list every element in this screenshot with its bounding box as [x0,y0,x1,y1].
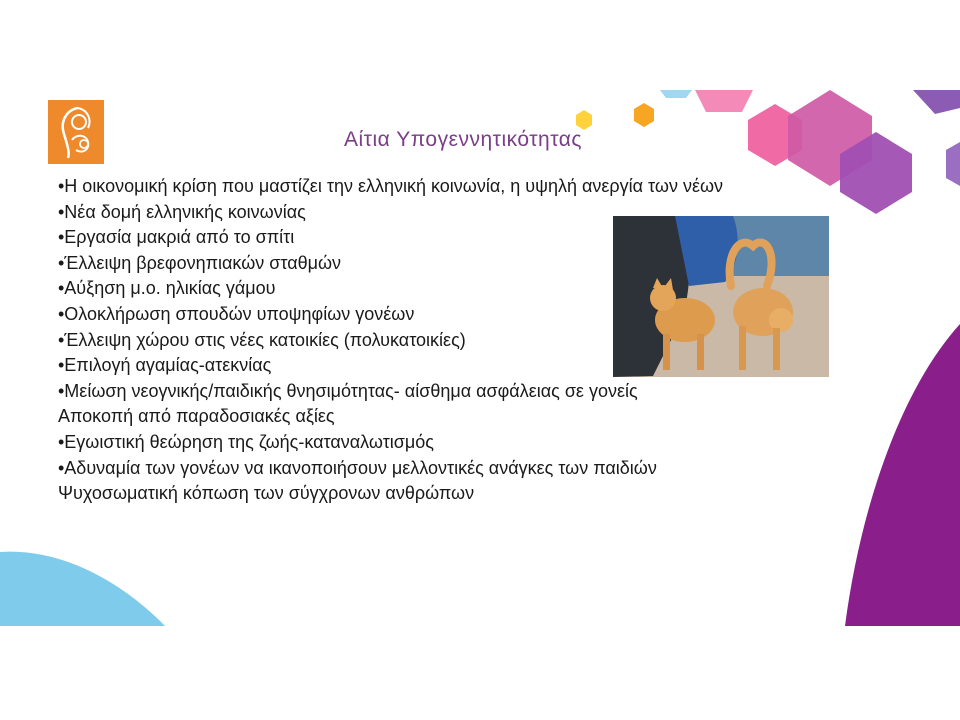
mother-and-child-icon [48,100,104,164]
list-item: •Έλλειψη χώρου στις νέες κατοικίες (πολυκατοικίες) [58,329,466,350]
list-item: Αποκοπή από παραδοσιακές αξίες [58,406,335,427]
two-cats-heart-tails-photo [613,216,829,377]
logo-mother-child-icon [48,100,104,164]
list-item: •Η οικονομική κρίση που μαστίζει την ελληνική κοινωνία, η υψηλή ανεργία των νέων [58,176,724,196]
list-item: •Μείωση νεογνικής/παιδικής θνησιμότητας- αίσθημα ασφάλειας σε γονείς [58,380,638,401]
hexagon-pink-top [695,90,753,112]
purple-swoosh [845,324,960,626]
slide [0,90,960,626]
list-item: •Επιλογή αγαμίας-ατεκνίας [58,355,272,376]
hexagon-violet-edge [946,142,960,186]
light-blue-blob [0,552,165,626]
slide-title: Αίτια Υπογεννητικότητας [344,128,582,151]
list-item: •Εγωιστική θεώρηση της ζωής-καταναλωτισμός [58,431,434,452]
list-item: •Αύξηση μ.ο. ηλικίας γάμου [58,278,276,299]
hexagon-violet-top [913,90,960,114]
hexagon-light-blue [660,90,692,98]
list-item: •Νέα δομή ελληνικής κοινωνίας [58,201,306,222]
list-item: •Ολοκλήρωση σπουδών υποψηφίων γονέων [58,303,415,324]
list-item: •Αδυναμία των γονέων να ικανοποιήσουν μελλοντικές ανάγκες των παιδιών [58,457,657,478]
hexagon-yellow [576,110,592,130]
hexagon-orange [634,103,654,127]
cats-photo [613,216,829,377]
list-item: Ψυχοσωματική κόπωση των σύγχρονων ανθρώπων [58,483,475,504]
list-item: •Εργασία μακριά από το σπίτι [58,227,295,248]
list-item: •Έλλειψη βρεφονηπιακών σταθμών [58,252,342,273]
